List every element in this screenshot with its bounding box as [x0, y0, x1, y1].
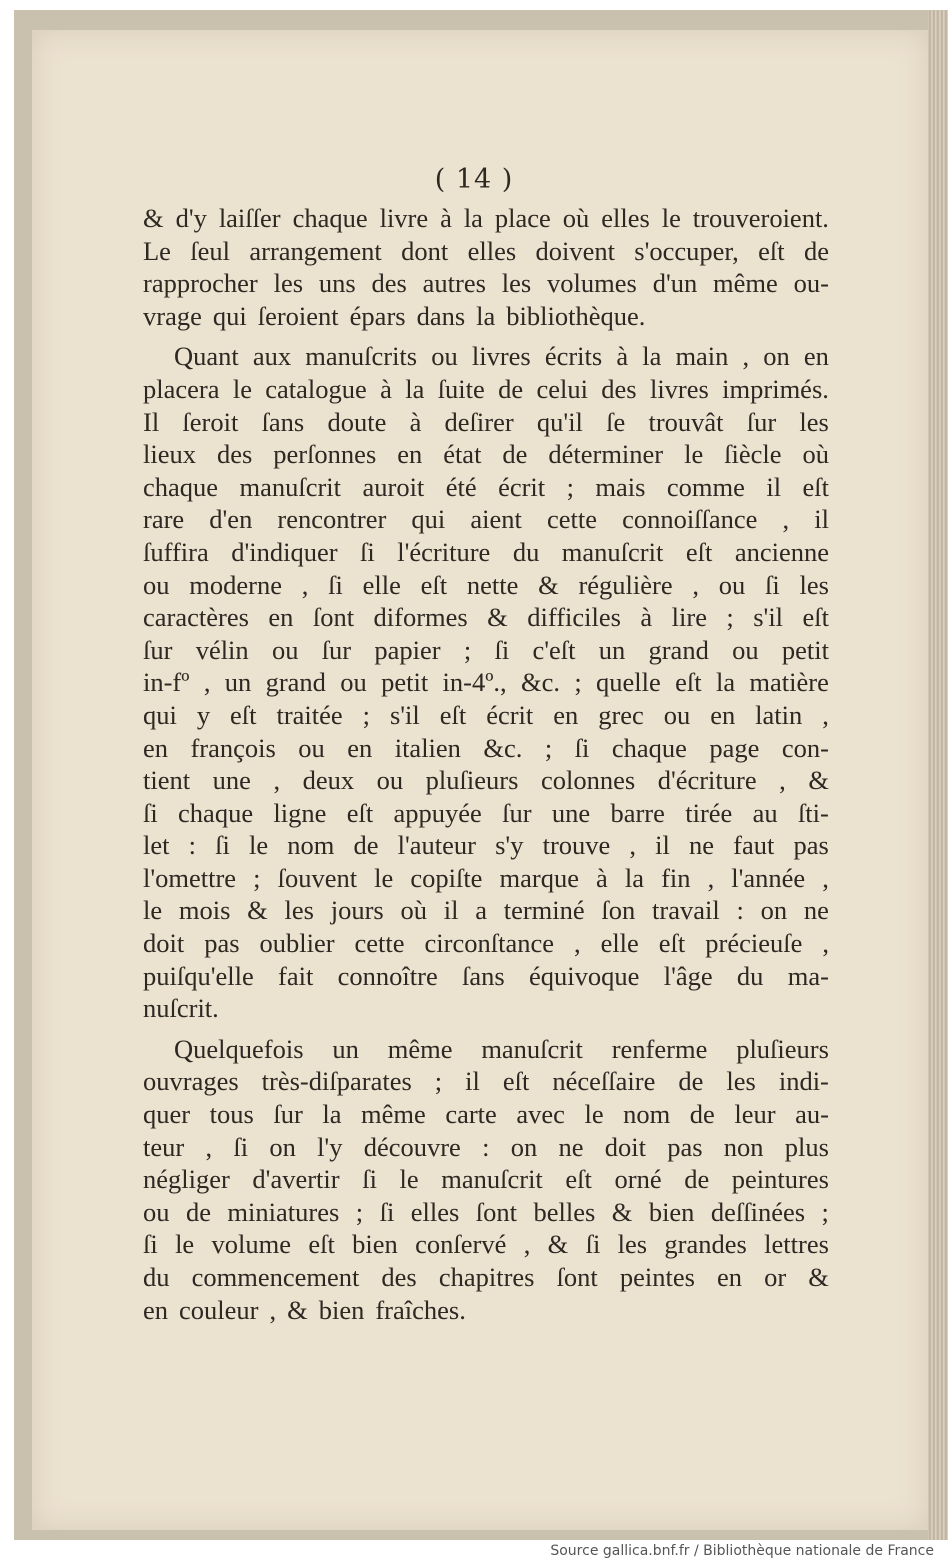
source-credit: Source gallica.bnf.fr / Bibliothèque nationale de France [550, 1543, 934, 1559]
text-line: placera le catalogue à la ſuite de celui des livres imprimés. [143, 373, 829, 404]
text-line: négliger d'avertir ſi le manuſcrit eſt orné de peintures [143, 1164, 829, 1195]
text-line: rare d'en rencontrer qui aient cette connoiſſance , il [143, 504, 829, 535]
page-number: ( 14 ) [434, 164, 514, 195]
text-line: Il ſeroit ſans doute à deſirer qu'il ſe trouvât ſur les [143, 406, 829, 437]
body-text [143, 202, 829, 1326]
text-line: lieux des perſonnes en état de déterminer le ſiècle où [143, 439, 829, 470]
text-line: ſuffira d'indiquer ſi l'écriture du manuſcrit eſt ancienne [143, 536, 829, 567]
text-line: Quant aux manuſcrits ou livres écrits à la main , on en [174, 341, 829, 372]
text-line: doit pas oublier cette circonſtance , elle eſt précieuſe , [143, 928, 829, 959]
text-line: le mois & les jours où il a terminé ſon travail : on ne [143, 895, 829, 926]
text-line: en couleur , & bien fraîches. [143, 1294, 466, 1325]
paragraph-gap [143, 1025, 829, 1033]
text-line: qui y eſt traitée ; s'il eſt écrit en grec ou en latin , [143, 699, 829, 730]
text-line: vrage qui ſeroient épars dans la bibliothèque. [143, 300, 646, 331]
text-line: ou moderne , ſi elle eſt nette & régulière , ou ſi les [143, 569, 829, 600]
text-line: tient une , deux ou pluſieurs colonnes d'écriture , & [143, 765, 829, 796]
text-line: ſi chaque ligne eſt appuyée ſur une barre tirée au ſti- [143, 797, 829, 828]
text-line: rapprocher les uns des autres les volumes d'un même ou- [143, 268, 829, 299]
text-line: puiſqu'elle fait connoître ſans équivoque l'âge du ma- [143, 960, 829, 991]
text-line: nuſcrit. [143, 993, 219, 1024]
text-line: ouvrages très-diſparates ; il eſt néceſſaire de les indi- [143, 1066, 829, 1097]
text-line: ou de miniatures ; ſi elles ſont belles & bien deſſinées ; [143, 1196, 829, 1227]
text-line: Le ſeul arrangement dont elles doivent s'occuper, eſt de [143, 235, 829, 266]
text-line: du commencement des chapitres ſont peintes en or & [143, 1262, 829, 1292]
text-line: en françois ou en italien &c. ; ſi chaque page con- [143, 732, 829, 763]
text-line: quer tous ſur la même carte avec le nom de leur au- [143, 1099, 829, 1130]
text-line: l'omettre ; ſouvent le copiſte marque à la fin , l'année , [143, 862, 829, 893]
text-line: & d'y laiſſer chaque livre à la place où elles le trouveroient. [143, 203, 829, 233]
text-line: teur , ſi on l'y découvre : on ne doit pas non plus [143, 1131, 829, 1162]
page-edges [928, 10, 948, 1540]
text-line: in-fº , un grand ou petit in-4º., &c. ; quelle eſt la matière [143, 667, 829, 698]
text-line: caractères en ſont diformes & difficiles à lire ; s'il eſt [143, 602, 829, 633]
text-line: chaque manuſcrit auroit été écrit ; mais comme il eſt [143, 471, 829, 502]
text-line: Quelquefois un même manuſcrit renferme pluſieurs [174, 1033, 829, 1064]
paragraph-gap [143, 332, 829, 340]
text-line: ſur vélin ou ſur papier ; ſi c'eſt un grand ou petit [143, 634, 829, 665]
text-line: ſi le volume eſt bien conſervé , & ſi les grandes lettres [143, 1229, 829, 1260]
text-line: let : ſi le nom de l'auteur s'y trouve , il ne faut pas [143, 830, 829, 861]
